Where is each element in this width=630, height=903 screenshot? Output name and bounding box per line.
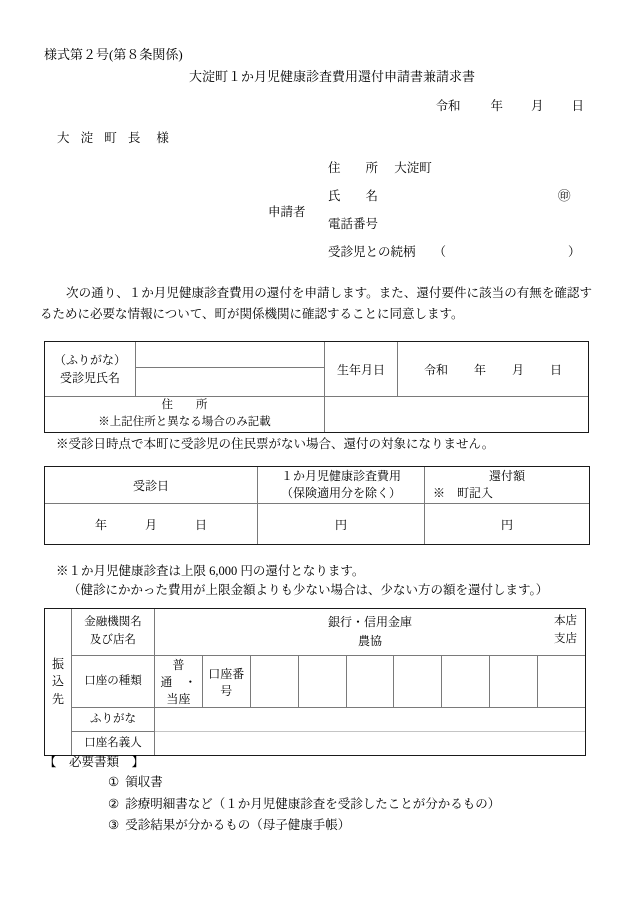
exam-date-day: 日 (195, 517, 208, 532)
dob-month-unit: 月 (512, 362, 525, 377)
date-year-unit: 年 (490, 99, 503, 113)
refund-header-line1: 還付額 (488, 468, 525, 483)
exam-date-month: 月 (144, 517, 157, 532)
holder-name-label: 口座名義人 (72, 732, 155, 756)
child-address-input[interactable] (325, 397, 589, 433)
list-item-number: ① (108, 775, 120, 789)
table-row (45, 397, 589, 433)
exam-fee-header-line2: （保険適用分を除く） (280, 486, 401, 500)
exam-date-input[interactable] (45, 504, 258, 545)
institution-types (155, 613, 585, 650)
addressee-name: 大 淀 町 長 (57, 131, 145, 145)
table-row (45, 342, 589, 368)
account-number-box[interactable] (442, 656, 490, 708)
addressee-line (57, 128, 169, 146)
institution-types-line2: 農協 (357, 634, 382, 648)
holder-furigana-label: ふりがな (72, 708, 155, 732)
addressee-honorific: 様 (156, 131, 169, 145)
applicant-relation-row (328, 242, 581, 270)
refund-header-line2: ※ 町記入 (433, 486, 494, 500)
exam-date-inner (95, 518, 207, 532)
bank-side-char-1: 込 (51, 674, 64, 689)
dob-input-cell[interactable] (398, 342, 589, 397)
refund-amount-input[interactable] (425, 504, 590, 545)
child-furigana-input[interactable] (136, 342, 325, 368)
child-name-label: 受診児氏名 (59, 371, 120, 385)
dob-inner (424, 363, 562, 377)
table-row (45, 656, 586, 708)
applicant-relation-label: 受診児との続柄 (328, 245, 416, 259)
form-number: 様式第２号(第８条関係) (44, 47, 183, 62)
refund-header (425, 467, 590, 504)
branch-selector[interactable] (554, 613, 577, 649)
institution-input-cell[interactable] (155, 609, 586, 656)
account-number-box[interactable] (538, 656, 586, 708)
list-item-text: 診療明細書など（１か月児健康診査を受診したことが分かるもの） (125, 796, 501, 811)
applicant-phone-row (328, 214, 578, 242)
child-info-table (44, 341, 589, 433)
exam-fee-header-line1: １か月児健康診査費用 (280, 468, 401, 483)
account-number-box[interactable] (250, 656, 298, 708)
child-name-input[interactable] (136, 368, 325, 397)
bank-side-label (45, 609, 72, 756)
list-item-text: 受診結果が分かるもの（母子健康手帳） (125, 818, 351, 832)
applicant-address-row (328, 158, 578, 186)
applicant-fields (328, 158, 581, 270)
exam-date-year: 年 (94, 517, 107, 532)
dob-label-cell: 生年月日 (325, 342, 398, 397)
consent-paragraph (40, 283, 592, 324)
branch-branch-office: 支店 (554, 632, 577, 645)
residency-note: ※受診日時点で本町に受診児の住民票がない場合、還付の対象になりません。 (56, 437, 495, 451)
date-month-unit: 月 (530, 99, 544, 113)
limit-note-line2: （健診にかかった費用が上限金額よりも少ない場合は、少ない方の額を還付します。） (68, 583, 549, 597)
table-row (45, 609, 586, 656)
relation-paren-open: （ (433, 245, 447, 259)
list-item (108, 815, 500, 837)
child-name-label-cell (45, 342, 136, 397)
child-address-label-cell (45, 397, 325, 433)
account-type-options[interactable]: 普通 ・ 当座 (155, 656, 203, 708)
applicant-phone-label: 電話番号 (328, 217, 379, 231)
table-row (45, 708, 586, 732)
institution-label-cell (72, 609, 155, 656)
relation-paren-close: ） (568, 245, 581, 259)
applicant-name-label: 氏 名 (328, 189, 379, 203)
table-row (45, 467, 590, 504)
dob-year-unit: 年 (473, 362, 486, 377)
seal-icon: ㊞ (558, 189, 571, 203)
list-item-text: 領収書 (125, 775, 163, 789)
applicant-group-label: 申請者 (268, 205, 306, 219)
account-number-box[interactable] (346, 656, 394, 708)
account-type-label: 口座の種類 (72, 656, 155, 708)
institution-label-line1: 金融機関名 (84, 616, 142, 629)
exam-fee-unit: 円 (334, 517, 347, 532)
refund-unit: 円 (500, 517, 513, 532)
bank-side-char-2: 先 (51, 691, 64, 706)
list-item (108, 772, 500, 794)
list-item-number: ③ (108, 818, 120, 832)
required-documents-title: 【 必要書類 】 (44, 755, 145, 769)
exam-fee-input[interactable] (258, 504, 425, 545)
bank-transfer-table (44, 608, 586, 756)
account-number-box[interactable] (490, 656, 538, 708)
table-row (45, 504, 590, 545)
date-era: 令和 (435, 99, 461, 113)
applicant-name-row (328, 186, 578, 214)
institution-types-line1: 銀行・信用金庫 (327, 615, 412, 630)
dob-era: 令和 (423, 362, 448, 377)
applicant-address-value: 大淀町 (394, 161, 432, 175)
account-number-label: 口座番号 (202, 656, 250, 708)
date-day-unit: 日 (571, 99, 584, 113)
limit-note-line1: ※１か月児健康診査は上限 6,000 円の還付となります。 (56, 564, 365, 578)
exam-date-header: 受診日 (45, 467, 258, 504)
document-title: 大淀町１か月児健康診査費用還付申請書兼請求書 (188, 69, 475, 84)
branch-head-office: 本店 (554, 615, 577, 627)
account-number-box[interactable] (298, 656, 346, 708)
list-item-number: ② (108, 796, 120, 811)
account-number-box[interactable] (394, 656, 442, 708)
submission-date-line (435, 96, 584, 114)
dob-day-unit: 日 (550, 362, 563, 377)
child-address-note: ※上記住所と異なる場合のみ記載 (98, 416, 271, 429)
child-address-label: 住 所 (161, 399, 208, 411)
exam-fee-header (258, 467, 425, 504)
applicant-address-label: 住 所 (328, 161, 379, 175)
institution-label-line2: 及び店名 (90, 634, 136, 646)
required-documents-list (108, 772, 500, 837)
consent-line-1: 次の通り、１か月児健康診査費用の還付を申請します。また、還付要件に該当の有無を確認 (66, 286, 580, 300)
holder-furigana-input[interactable] (155, 708, 586, 732)
list-item (108, 794, 500, 816)
holder-name-input[interactable] (155, 732, 586, 756)
exam-fee-table (44, 466, 590, 545)
consent-line-2: するために必要な情報について、町が関係機関に確認することに同意します。 (40, 286, 592, 321)
furigana-label: （ふりがな） (53, 353, 126, 367)
bank-side-char-0: 振 (51, 656, 64, 671)
